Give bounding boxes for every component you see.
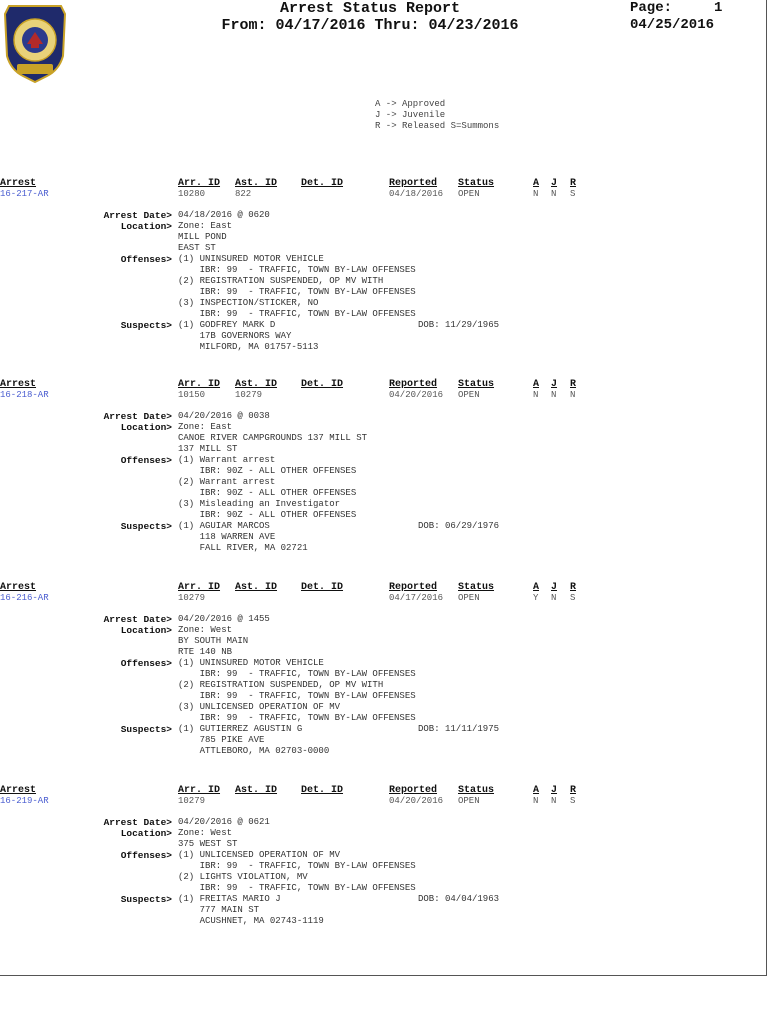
record-arrest: 16-219-AR	[0, 796, 49, 806]
suspect-dob: DOB: 11/11/1975	[418, 724, 500, 734]
column-header-text: A	[533, 785, 540, 796]
location-label: Location>	[120, 221, 172, 232]
column-header-text: Arr. ID	[178, 379, 221, 390]
suspect-line: ACUSHNET, MA 02743-1119	[178, 916, 324, 926]
arrest-date-label: Arrest Date>	[103, 817, 172, 828]
record-a: Y	[533, 593, 539, 603]
page-label: Page: 1	[630, 0, 723, 16]
suspect-line: 118 WARREN AVE	[178, 532, 276, 542]
column-header-text: Ast. ID	[235, 178, 278, 189]
offense-line: (2) REGISTRATION SUSPENDED, OP MV WITH	[178, 680, 384, 690]
offense-line: (1) UNINSURED MOTOR VEHICLE	[178, 658, 324, 668]
column-header-det-id	[301, 785, 343, 797]
column-header-text: Status	[458, 178, 495, 189]
record-reported: 04/18/2016	[389, 189, 444, 199]
offense-line: (3) UNLICENSED OPERATION OF MV	[178, 702, 341, 712]
suspect-line: FALL RIVER, MA 02721	[178, 543, 308, 553]
record-reported: 04/20/2016	[389, 390, 444, 400]
column-header-text: Det. ID	[301, 178, 344, 189]
police-seal-logo	[3, 4, 67, 84]
location-label: Location>	[120, 625, 172, 636]
record-arr-id: 10279	[178, 593, 206, 603]
column-header-text: Reported	[389, 379, 438, 390]
location-line: Zone: West	[178, 625, 233, 635]
arrest-record	[0, 379, 767, 574]
arrest-record	[0, 785, 767, 980]
column-header-text: Arrest	[0, 582, 37, 593]
column-header-text: Reported	[389, 582, 438, 593]
arrest-date-value: 04/20/2016 @ 0621	[178, 817, 270, 827]
offense-line: IBR: 99 - TRAFFIC, TOWN BY-LAW OFFENSES	[178, 309, 416, 319]
record-ast-id: 822	[235, 189, 252, 199]
offense-line: IBR: 99 - TRAFFIC, TOWN BY-LAW OFFENSES	[178, 265, 416, 275]
location-line: EAST ST	[178, 243, 216, 253]
offense-line: (2) LIGHTS VIOLATION, MV	[178, 872, 308, 882]
offense-line: (3) INSPECTION/STICKER, NO	[178, 298, 319, 308]
column-header-text: Arr. ID	[178, 582, 221, 593]
record-r: N	[570, 390, 576, 400]
column-header-text: Status	[458, 582, 495, 593]
record-arr-id: 10279	[178, 796, 206, 806]
legend-item: R -> Released S=Summons	[375, 121, 500, 131]
offenses-label: Offenses>	[120, 455, 172, 466]
offense-line: IBR: 99 - TRAFFIC, TOWN BY-LAW OFFENSES	[178, 861, 416, 871]
record-a: N	[533, 189, 539, 199]
column-header-text: Reported	[389, 178, 438, 189]
arrest-date-value: 04/20/2016 @ 1455	[178, 614, 270, 624]
arrest-date-value: 04/18/2016 @ 0620	[178, 210, 270, 220]
suspect-dob: DOB: 06/29/1976	[418, 521, 500, 531]
offense-line: IBR: 90Z - ALL OTHER OFFENSES	[178, 466, 357, 476]
record-j: N	[551, 390, 557, 400]
column-header-text: J	[551, 379, 558, 390]
column-header-text: R	[570, 785, 577, 796]
suspect-line: MILFORD, MA 01757-5113	[178, 342, 319, 352]
column-header-ast-id	[235, 785, 277, 797]
print-date: 04/25/2016	[630, 17, 715, 33]
column-header-text: Status	[458, 785, 495, 796]
record-arr-id: 10150	[178, 390, 206, 400]
record-status: OPEN	[458, 796, 480, 806]
column-header-text: Status	[458, 379, 495, 390]
arrest-date-value: 04/20/2016 @ 0038	[178, 411, 270, 421]
column-header-text: Reported	[389, 785, 438, 796]
column-header-text: Arrest	[0, 178, 37, 189]
suspect-dob: DOB: 11/29/1965	[418, 320, 500, 330]
record-j: N	[551, 593, 557, 603]
offense-line: IBR: 99 - TRAFFIC, TOWN BY-LAW OFFENSES	[178, 713, 416, 723]
column-header-text: Det. ID	[301, 582, 344, 593]
suspect-line: (1) AGUIAR MARCOS	[178, 521, 270, 531]
column-header-text: A	[533, 582, 540, 593]
column-header-text: Ast. ID	[235, 379, 278, 390]
offense-line: (2) REGISTRATION SUSPENDED, OP MV WITH	[178, 276, 384, 286]
column-header-text: R	[570, 379, 577, 390]
column-header-text: J	[551, 785, 558, 796]
record-status: OPEN	[458, 593, 480, 603]
status-legend	[375, 99, 499, 132]
report-title: Arrest Status Report	[279, 0, 461, 17]
offenses-label: Offenses>	[120, 850, 172, 861]
suspect-line: (1) GUTIERREZ AGUSTIN G	[178, 724, 303, 734]
column-header-text: A	[533, 379, 540, 390]
suspect-line: (1) GODFREY MARK D	[178, 320, 276, 330]
location-line: 137 MILL ST	[178, 444, 238, 454]
offense-line: IBR: 99 - TRAFFIC, TOWN BY-LAW OFFENSES	[178, 669, 416, 679]
column-header-det-id	[301, 379, 343, 391]
legend-item: J -> Juvenile	[375, 110, 446, 120]
column-header-text: Det. ID	[301, 379, 344, 390]
record-reported: 04/17/2016	[389, 593, 444, 603]
record-r: S	[570, 189, 576, 199]
location-line: BY SOUTH MAIN	[178, 636, 249, 646]
offenses-label: Offenses>	[120, 658, 172, 669]
arrest-date-label: Arrest Date>	[103, 614, 172, 625]
column-header-text: R	[570, 582, 577, 593]
column-header-text: Arr. ID	[178, 785, 221, 796]
record-j: N	[551, 796, 557, 806]
offense-line: IBR: 90Z - ALL OTHER OFFENSES	[178, 510, 357, 520]
location-line: CANOE RIVER CAMPGROUNDS 137 MILL ST	[178, 433, 368, 443]
record-a: N	[533, 796, 539, 806]
suspects-label: Suspects>	[120, 320, 172, 331]
arrest-date-label: Arrest Date>	[103, 411, 172, 422]
location-line: Zone: East	[178, 422, 233, 432]
offense-line: (3) Misleading an Investigator	[178, 499, 341, 509]
offense-line: (2) Warrant arrest	[178, 477, 276, 487]
legend-item: A -> Approved	[375, 99, 446, 109]
column-header-text: Arrest	[0, 785, 37, 796]
record-r: S	[570, 593, 576, 603]
record-status: OPEN	[458, 390, 480, 400]
column-header-text: A	[533, 178, 540, 189]
location-line: 375 WEST ST	[178, 839, 238, 849]
column-header-text: R	[570, 178, 577, 189]
suspect-line: 17B GOVERNORS WAY	[178, 331, 292, 341]
suspects-label: Suspects>	[120, 894, 172, 905]
suspect-line: ATTLEBORO, MA 02703-0000	[178, 746, 330, 756]
column-header-text: J	[551, 582, 558, 593]
offense-line: IBR: 99 - TRAFFIC, TOWN BY-LAW OFFENSES	[178, 883, 416, 893]
offense-line: IBR: 90Z - ALL OTHER OFFENSES	[178, 488, 357, 498]
record-arrest: 16-218-AR	[0, 390, 49, 400]
column-header-ast-id	[235, 582, 277, 594]
column-header-text: Arrest	[0, 379, 37, 390]
suspect-line: 777 MAIN ST	[178, 905, 260, 915]
location-line: MILL POND	[178, 232, 227, 242]
record-a: N	[533, 390, 539, 400]
suspect-line: 785 PIKE AVE	[178, 735, 265, 745]
record-ast-id: 10279	[235, 390, 263, 400]
record-arr-id: 10280	[178, 189, 206, 199]
offenses-label: Offenses>	[120, 254, 172, 265]
arrest-date-label: Arrest Date>	[103, 210, 172, 221]
column-header-text: Det. ID	[301, 785, 344, 796]
arrest-record	[0, 178, 767, 373]
column-header-det-id	[301, 178, 343, 190]
location-line: Zone: West	[178, 828, 233, 838]
column-header-det-id	[301, 582, 343, 594]
record-status: OPEN	[458, 189, 480, 199]
location-label: Location>	[120, 828, 172, 839]
offense-line: IBR: 99 - TRAFFIC, TOWN BY-LAW OFFENSES	[178, 287, 416, 297]
location-line: Zone: East	[178, 221, 233, 231]
suspects-label: Suspects>	[120, 724, 172, 735]
record-j: N	[551, 189, 557, 199]
date-range: From: 04/17/2016 Thru: 04/23/2016	[221, 17, 519, 34]
column-header-text: J	[551, 178, 558, 189]
column-header-text: Ast. ID	[235, 785, 278, 796]
offense-line: IBR: 99 - TRAFFIC, TOWN BY-LAW OFFENSES	[178, 691, 416, 701]
offense-line: (1) UNINSURED MOTOR VEHICLE	[178, 254, 324, 264]
location-line: RTE 140 NB	[178, 647, 233, 657]
arrest-record	[0, 582, 767, 777]
record-arrest: 16-217-AR	[0, 189, 49, 199]
column-header-text: Ast. ID	[235, 582, 278, 593]
record-arrest: 16-216-AR	[0, 593, 49, 603]
record-reported: 04/20/2016	[389, 796, 444, 806]
column-header-text: Arr. ID	[178, 178, 221, 189]
offense-line: (1) Warrant arrest	[178, 455, 276, 465]
location-label: Location>	[120, 422, 172, 433]
record-r: S	[570, 796, 576, 806]
suspects-label: Suspects>	[120, 521, 172, 532]
suspect-line: (1) FREITAS MARIO J	[178, 894, 281, 904]
suspect-dob: DOB: 04/04/1963	[418, 894, 500, 904]
offense-line: (1) UNLICENSED OPERATION OF MV	[178, 850, 341, 860]
